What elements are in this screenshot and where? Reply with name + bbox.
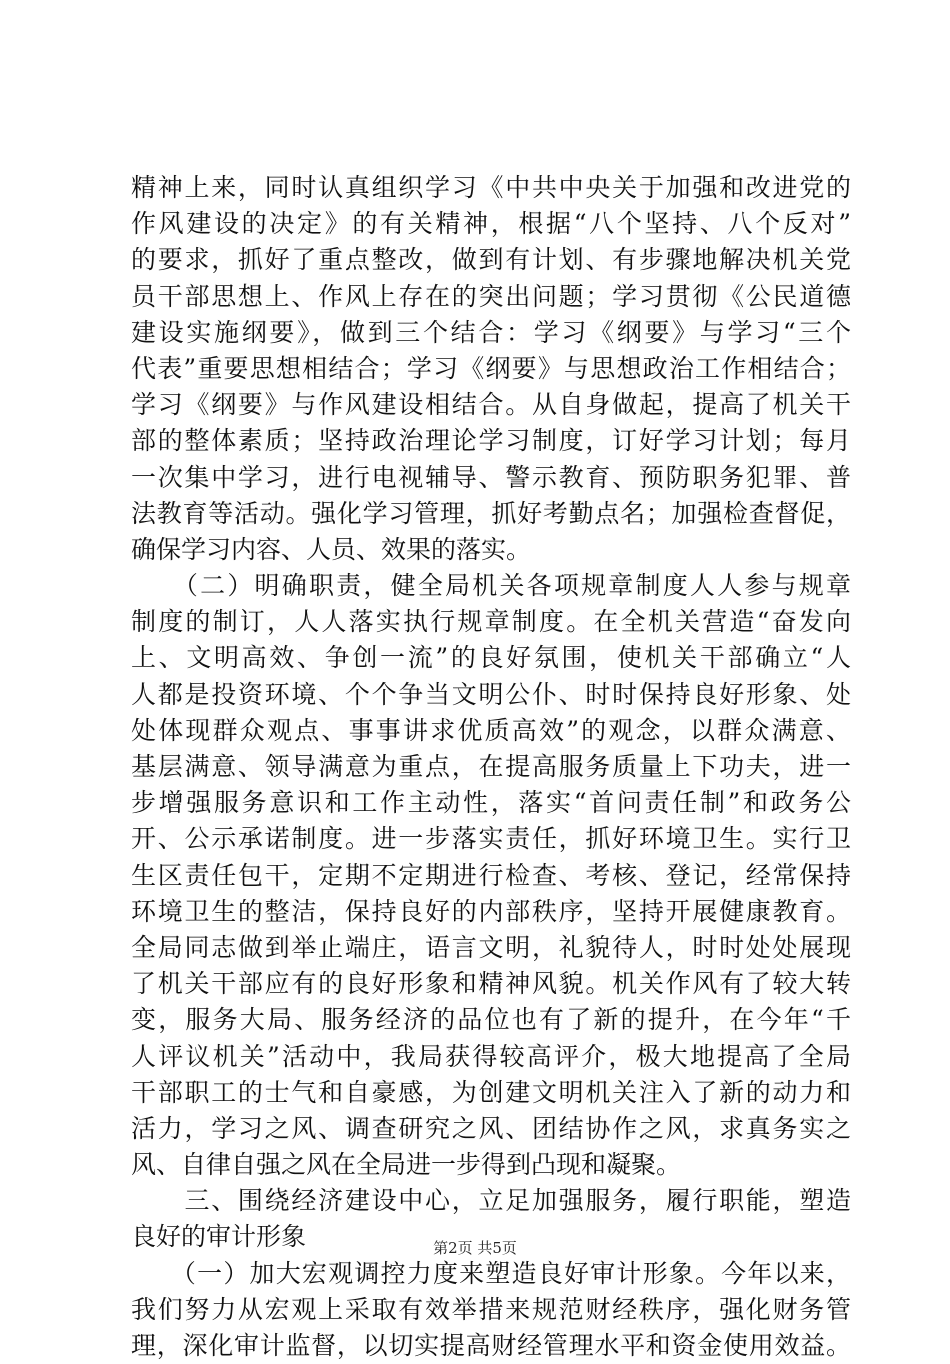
text-line: 代表”重要思想相结合；学习《纲要》与思想政治工作相结合； xyxy=(131,353,851,383)
page-number-footer: 第2页 共5页 xyxy=(433,1239,517,1257)
text-line: 干部职工的士气和自豪感，为创建文明机关注入了新的动力和 xyxy=(131,1077,851,1107)
text-line: 风、自律自强之风在全局进一步得到凸现和凝聚。 xyxy=(131,1150,682,1180)
section-heading-line: 三、围绕经济建设中心，立足加强服务，履行职能，塑造 xyxy=(131,1186,851,1216)
text-line: 全局同志做到举止端庄，语言文明，礼貌待人，时时处处展现 xyxy=(131,932,851,962)
text-line: 人评议机关”活动中，我局获得较高评介，极大地提高了全局 xyxy=(131,1041,851,1071)
text-line: 环境卫生的整洁，保持良好的内部秩序，坚持开展健康教育。 xyxy=(131,896,851,926)
document-body xyxy=(131,170,851,1364)
text-line: 处体现群众观点、事事讲求优质高效”的观念，以群众满意、 xyxy=(131,715,851,745)
text-line: 员干部思想上、作风上存在的突出问题；学习贯彻《公民道德 xyxy=(131,281,851,311)
text-line: 了机关干部应有的良好形象和精神风貌。机关作风有了较大转 xyxy=(131,969,851,999)
text-line: 上、文明高效、争创一流”的良好氛围，使机关干部确立“人 xyxy=(131,643,851,673)
section-heading-line: 良好的审计形象 xyxy=(131,1222,307,1252)
text-line: 变，服务大局、服务经济的品位也有了新的提升，在今年“千 xyxy=(131,1005,851,1035)
text-line: 步增强服务意识和工作主动性，落实“首问责任制”和政务公 xyxy=(131,788,851,818)
text-line: 确保学习内容、人员、效果的落实。 xyxy=(131,534,532,564)
text-line: 法教育等活动。强化学习管理，抓好考勤点名；加强检查督促， xyxy=(131,498,851,528)
text-line: 的要求，抓好了重点整改，做到有计划、有步骤地解决机关党 xyxy=(131,245,851,275)
text-line: 我们努力从宏观上采取有效举措来规范财经秩序，强化财务管 xyxy=(131,1294,851,1324)
text-line: 理，深化审计监督，以切实提高财经管理水平和资金使用效益。 xyxy=(131,1331,851,1360)
text-line: 基层满意、领导满意为重点，在提高服务质量上下功夫，进一 xyxy=(131,752,851,781)
text-line: 精神上来，同时认真组织学习《中共中央关于加强和改进党的 xyxy=(131,173,851,202)
text-line: 学习《纲要》与作风建设相结合。从自身做起，提高了机关干 xyxy=(131,390,851,420)
text-line: 部的整体素质；坚持政治理论学习制度，订好学习计划；每月 xyxy=(131,426,851,456)
text-line: （二）明确职责，健全局机关各项规章制度人人参与规章 xyxy=(131,571,851,601)
text-line: 生区责任包干，定期不定期进行检查、考核、登记，经常保持 xyxy=(131,860,851,890)
text-line: 建设实施纲要》，做到三个结合：学习《纲要》与学习“三个 xyxy=(131,317,851,347)
text-line: 一次集中学习，进行电视辅导、警示教育、预防职务犯罪、普 xyxy=(131,462,851,492)
text-line: 活力，学习之风、调查研究之风、团结协作之风，求真务实之 xyxy=(131,1113,851,1143)
text-line: 制度的制订，人人落实执行规章制度。在全机关营造“奋发向 xyxy=(131,607,851,637)
text-line: 作风建设的决定》的有关精神，根据“八个坚持、八个反对” xyxy=(131,209,851,239)
text-line: 开、公示承诺制度。进一步落实责任，抓好环境卫生。实行卫 xyxy=(131,824,851,854)
text-line: （一）加大宏观调控力度来塑造良好审计形象。今年以来， xyxy=(131,1258,851,1288)
text-line: 人都是投资环境、个个争当文明公仆、时时保持良好形象、处 xyxy=(131,679,851,709)
